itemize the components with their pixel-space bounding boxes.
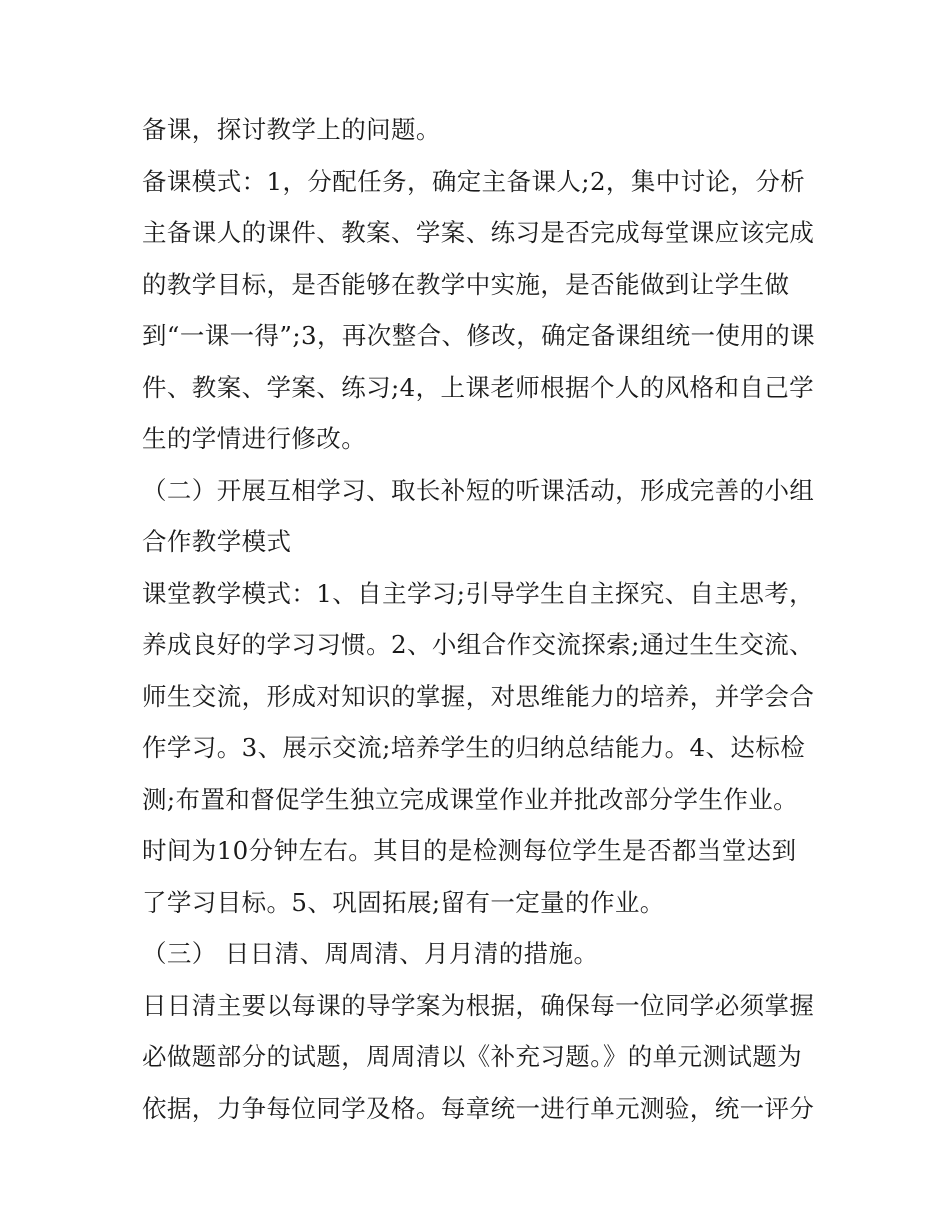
text-line: 时间为10分钟左右。其目的是检测每位学生是否都当堂达到 xyxy=(142,836,797,865)
text-line: 备课模式：1，分配任务，确定主备课人;2，集中讨论，分析 xyxy=(142,166,806,196)
body-text xyxy=(142,104,832,1134)
text-line: 主备课人的课件、教案、学案、练习是否完成每堂课应该完成 xyxy=(142,218,815,247)
text-line: 必做题部分的试题，周周清以《补充习题。》的单元测试题为 xyxy=(142,1042,803,1071)
text-line: 依据，力争每位同学及格。每章统一进行单元测验，统一评分 xyxy=(142,1093,815,1123)
text-line: 到“一课一得”;3，再次整合、修改，确定备课组统一使用的课 xyxy=(142,321,815,350)
text-line: 备课，探讨教学上的问题。 xyxy=(142,115,441,144)
text-line: 作学习。3、展示交流;培养学生的归纳总结能力。4、达标检 xyxy=(142,733,806,762)
text-line: 养成良好的学习习惯。2、小组合作交流探索;通过生生交流、 xyxy=(142,630,815,659)
text-line: 的教学目标，是否能够在教学中实施，是否能做到让学生做 xyxy=(142,269,790,299)
section-heading-line: 合作教学模式 xyxy=(142,527,292,556)
section-heading-line: （二）开展互相学习、取长补短的听课活动，形成完善的小组 xyxy=(142,475,815,505)
text-line: 生的学情进行修改。 xyxy=(142,424,367,453)
text-line: 测;布置和督促学生独立完成课堂作业并批改部分学生作业。 xyxy=(142,784,799,814)
text-line: 日日清主要以每课的导学案为根据，确保每一位同学必须掌握 xyxy=(142,990,815,1020)
text-line: 师生交流，形成对知识的掌握，对思维能力的培养，并学会合 xyxy=(142,681,815,711)
section-heading-line: （三） 日日清、周周清、月月清的措施。 xyxy=(142,939,599,968)
text-line: 课堂教学模式：1、自主学习;引导学生自主探究、自主思考， xyxy=(142,578,815,608)
text-line: 件、教案、学案、练习;4，上课老师根据个人的风格和自己学 xyxy=(142,372,815,402)
text-line: 了学习目标。5、巩固拓展;留有一定量的作业。 xyxy=(142,887,665,917)
